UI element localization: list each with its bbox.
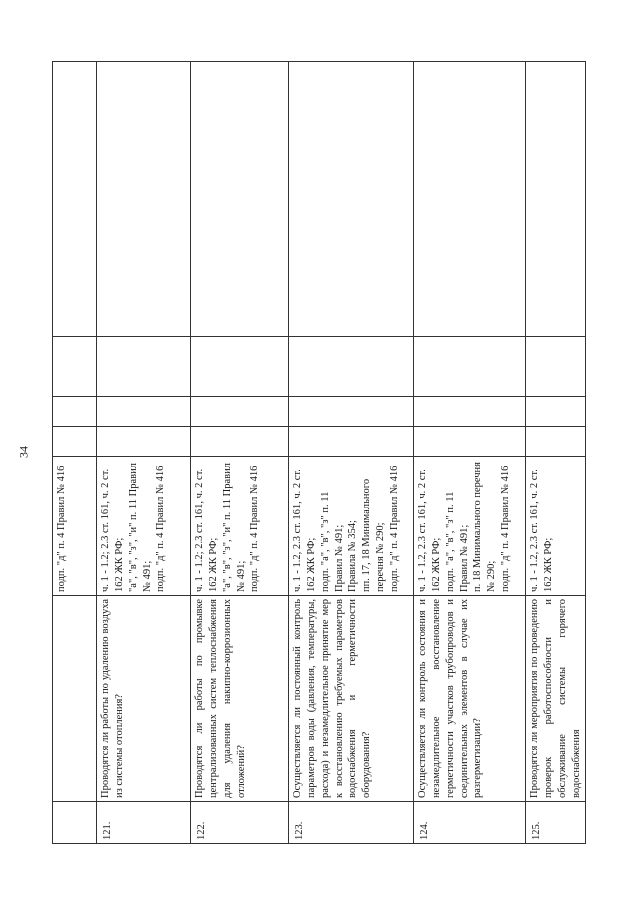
legal-reference-line: 162 ЖК РФ; xyxy=(305,537,317,592)
question-cell: Проводятся ли мероприятия по проведению проверок работоспособности и обслуживание системы горячего водоснабжения xyxy=(526,596,586,802)
answer-na-cell xyxy=(191,337,289,397)
legal-reference-line: № 290; xyxy=(486,560,498,592)
legal-reference-cell xyxy=(526,457,586,596)
row-number: 124. xyxy=(414,802,526,844)
answer-no-cell xyxy=(191,397,289,427)
note-cell xyxy=(414,62,526,337)
legal-reference-line: № 491; xyxy=(141,560,153,592)
legal-reference-line: Правил № 491; xyxy=(333,524,345,592)
table-row xyxy=(414,62,526,844)
legal-reference-line: подп. "д" п. 4 Правил № 416 xyxy=(56,465,67,592)
table-row xyxy=(97,62,191,844)
note-cell xyxy=(289,62,414,337)
answer-no-cell xyxy=(289,397,414,427)
note-cell xyxy=(53,62,97,337)
legal-reference-line: подп. "а", "в", "з" п. 11 xyxy=(444,491,456,592)
legal-reference-line: подп. "д" п. 4 Правил № 416 xyxy=(249,465,261,592)
legal-reference-line: Правила № 354; xyxy=(347,520,359,592)
checklist-table xyxy=(52,61,586,844)
answer-na-cell xyxy=(289,337,414,397)
legal-reference-line: 162 ЖК РФ; xyxy=(542,537,554,592)
page-number: 34 xyxy=(16,446,31,458)
question-cell xyxy=(53,596,97,802)
question-cell: Проводятся ли работы по удалению воздуха из системы отопления? xyxy=(97,596,191,802)
row-number: 125. xyxy=(526,802,586,844)
legal-reference-line: "а", "в", "з", "и" п. 11 Правил xyxy=(221,463,233,592)
legal-reference-line: подп. "д" п. 4 Правил № 416 xyxy=(500,465,512,592)
answer-yes-cell xyxy=(97,427,191,457)
legal-reference-line: подп. "а", "в", "з" п. 11 xyxy=(319,491,331,592)
legal-reference-line: перечня № 290; xyxy=(375,522,387,592)
legal-reference-line: ч. 1 - 1.2, 2.3 ст. 161, ч. 2 ст. xyxy=(529,469,540,592)
answer-na-cell xyxy=(97,337,191,397)
legal-reference-line: № 491; xyxy=(235,560,247,592)
legal-reference-line: 162 ЖК РФ; xyxy=(430,537,442,592)
note-cell xyxy=(526,62,586,337)
table-row xyxy=(526,62,586,844)
legal-reference-line: подп. "д" п. 4 Правил № 416 xyxy=(389,465,401,592)
answer-no-cell xyxy=(53,397,97,427)
legal-reference-line: ч. 1 - 1.2, 2.3 ст. 161, ч. 2 ст. xyxy=(292,469,303,592)
answer-na-cell xyxy=(414,337,526,397)
table-row xyxy=(191,62,289,844)
answer-no-cell xyxy=(526,397,586,427)
answer-yes-cell xyxy=(414,427,526,457)
answer-na-cell xyxy=(526,337,586,397)
question-cell: Осуществляется ли контроль состояния и незамедлительное восстановление герметичности участков трубопроводов и соединительных элементов в случае их разгерметизации? xyxy=(414,596,526,802)
legal-reference-line: ч. 1 - 1.2, 2.3 ст. 161, ч. 2 ст. xyxy=(417,469,428,592)
legal-reference-line: "а", "в", "з", "и" п. 11 Правил xyxy=(127,463,139,592)
answer-yes-cell xyxy=(526,427,586,457)
row-number: 122. xyxy=(191,802,289,844)
note-cell xyxy=(191,62,289,337)
legal-reference-line: п. 18 Минимального перечня xyxy=(472,462,484,592)
answer-yes-cell xyxy=(289,427,414,457)
legal-reference-line: Правил № 491; xyxy=(458,524,470,592)
legal-reference-line: ч. 1 - 1.2; 2.3 ст. 161, ч. 2 ст. xyxy=(100,468,111,592)
checklist-table-rotated xyxy=(52,62,582,844)
legal-reference-line: пп. 17, 18 Минимального xyxy=(361,478,373,592)
legal-reference-line: подп. "д" п. 4 Правил № 416 xyxy=(155,465,167,592)
table-row xyxy=(53,62,97,844)
legal-reference-cell xyxy=(414,457,526,596)
legal-reference-cell xyxy=(289,457,414,596)
legal-reference-line: ч. 1 - 1.2; 2.3 ст. 161, ч. 2 ст. xyxy=(194,468,205,592)
legal-reference-line: 162 ЖК РФ; xyxy=(207,537,219,592)
table-row xyxy=(289,62,414,844)
legal-reference-cell xyxy=(53,457,97,596)
note-cell xyxy=(97,62,191,337)
legal-reference-cell xyxy=(97,457,191,596)
answer-yes-cell xyxy=(191,427,289,457)
question-cell: Осуществляется ли постоянный контроль параметров воды (давления, температуры, расхода) и незамедлительное принятие мер к восстановлению требуемых параметров водоснабжения и герметичности оборудования? xyxy=(289,596,414,802)
answer-no-cell xyxy=(414,397,526,427)
legal-reference-line: 162 ЖК РФ; xyxy=(113,537,125,592)
question-cell: Проводятся ли работы по промывке централизованных систем теплоснабжения для удаления накипно-коррозионных отложений? xyxy=(191,596,289,802)
row-number: 121. xyxy=(97,802,191,844)
answer-na-cell xyxy=(53,337,97,397)
row-number xyxy=(53,802,97,844)
row-number: 123. xyxy=(289,802,414,844)
legal-reference-cell xyxy=(191,457,289,596)
answer-no-cell xyxy=(97,397,191,427)
answer-yes-cell xyxy=(53,427,97,457)
